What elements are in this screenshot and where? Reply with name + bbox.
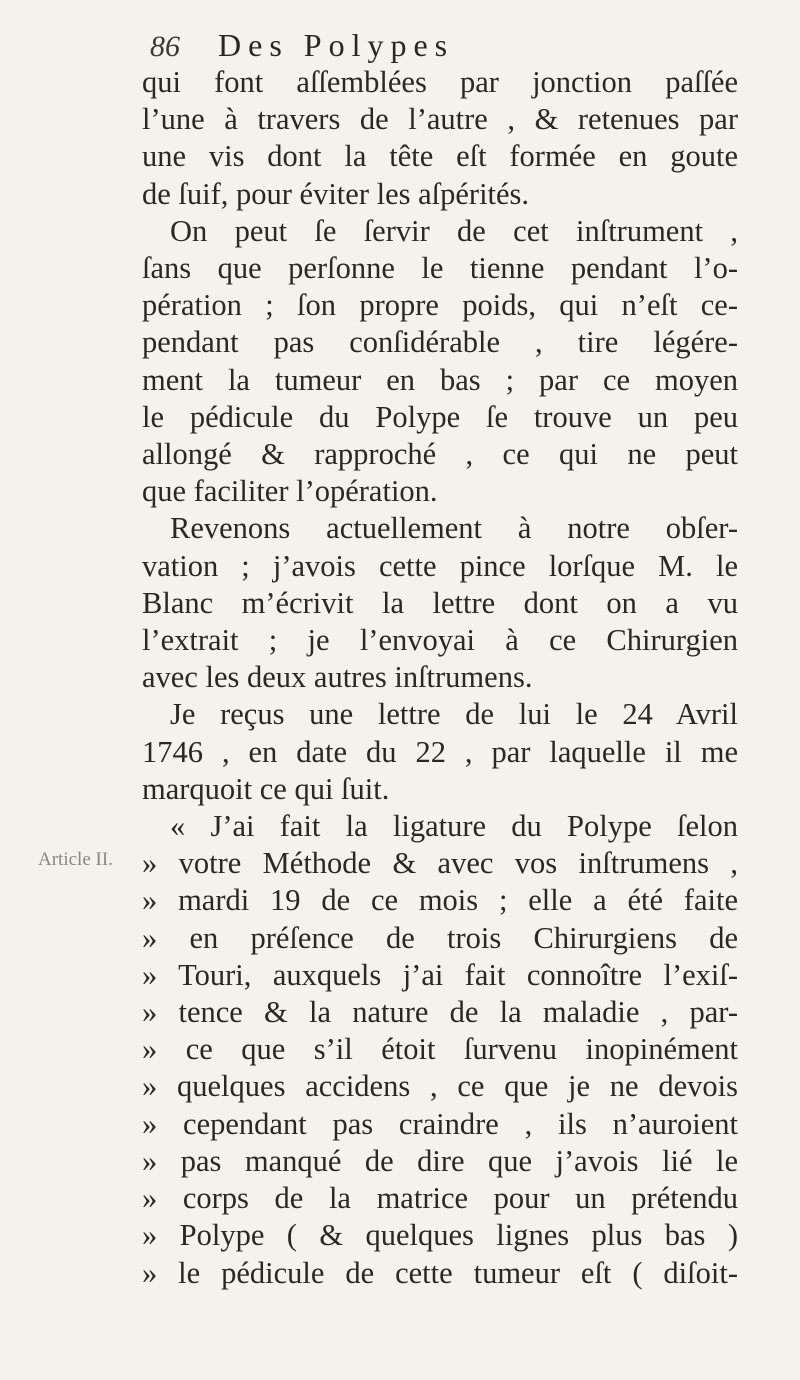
text-line: » en préſence de trois Chirurgiens de [142, 920, 738, 955]
margin-note: Article II. [38, 849, 113, 870]
text-line: Je reçus une lettre de lui le 24 Avril [170, 697, 738, 732]
text-line: marquoit ce qui ſuit. [142, 771, 390, 806]
text-line: qui font aſſemblées par jonction paſſée [142, 65, 738, 99]
text-line: » cependant pas craindre , ils n’auroient [142, 1106, 738, 1141]
text-line: allongé & rapproché , ce qui ne peut [142, 437, 738, 472]
text-line: » quelques accidens , ce que je ne devois [142, 1069, 738, 1104]
text-line: ſans que perſonne le tienne pendant l’o- [142, 251, 738, 286]
text-line: » Touri, auxquels j’ai fait connoître l’exiſ- [142, 957, 738, 992]
text-line: » tence & la nature de la maladie , par- [142, 995, 738, 1030]
text-line: avec les deux autres inſtrumens. [142, 660, 533, 695]
text-line: une vis dont la tête eſt formée en goute [142, 139, 738, 174]
text-line: » pas manqué de dire que j’avois lié le [142, 1143, 738, 1178]
text-line: » Polype ( & quelques lignes plus bas ) [142, 1218, 738, 1253]
text-line: Blanc m’écrivit la lettre dont on a vu [142, 585, 738, 620]
text-line: que faciliter l’opération. [142, 474, 438, 509]
text-line: pendant pas conſidérable , tire légére- [142, 325, 738, 360]
text-line: l’une à travers de l’autre , & retenues par [142, 102, 738, 137]
text-line: l’extrait ; je l’envoyai à ce Chirurgien [142, 623, 738, 658]
text-line: » ce que s’il étoit ſurvenu inopinément [142, 1032, 738, 1067]
body-text [142, 64, 738, 1292]
text-line: » corps de la matrice pour un prétendu [142, 1181, 738, 1216]
text-line: vation ; j’avois cette pince lorſque M. le [142, 548, 738, 583]
text-line: « J’ai fait la ligature du Polype ſelon [170, 809, 738, 844]
running-title: Des Polypes [218, 27, 455, 63]
page-number: 86 [150, 30, 180, 63]
text-line: ment la tumeur en bas ; par ce moyen [142, 362, 738, 397]
text-line: On peut ſe ſervir de cet inſtrument , [170, 213, 738, 248]
text-line: » mardi 19 de ce mois ; elle a été faite [142, 883, 738, 918]
text-line: le pédicule du Polype ſe trouve un peu [142, 399, 738, 434]
text-line: » le pédicule de cette tumeur eſt ( diſoit- [142, 1255, 738, 1290]
text-line: Revenons actuellement à notre obſer- [170, 511, 738, 546]
text-line: de ſuif, pour éviter les aſpérités. [142, 176, 530, 211]
text-line: 1746 , en date du 22 , par laquelle il me [142, 734, 738, 769]
page-header [150, 8, 710, 64]
text-line: » votre Méthode & avec vos inſtrumens , [142, 846, 738, 881]
text-line: pération ; ſon propre poids, qui n’eſt ce- [142, 288, 738, 323]
